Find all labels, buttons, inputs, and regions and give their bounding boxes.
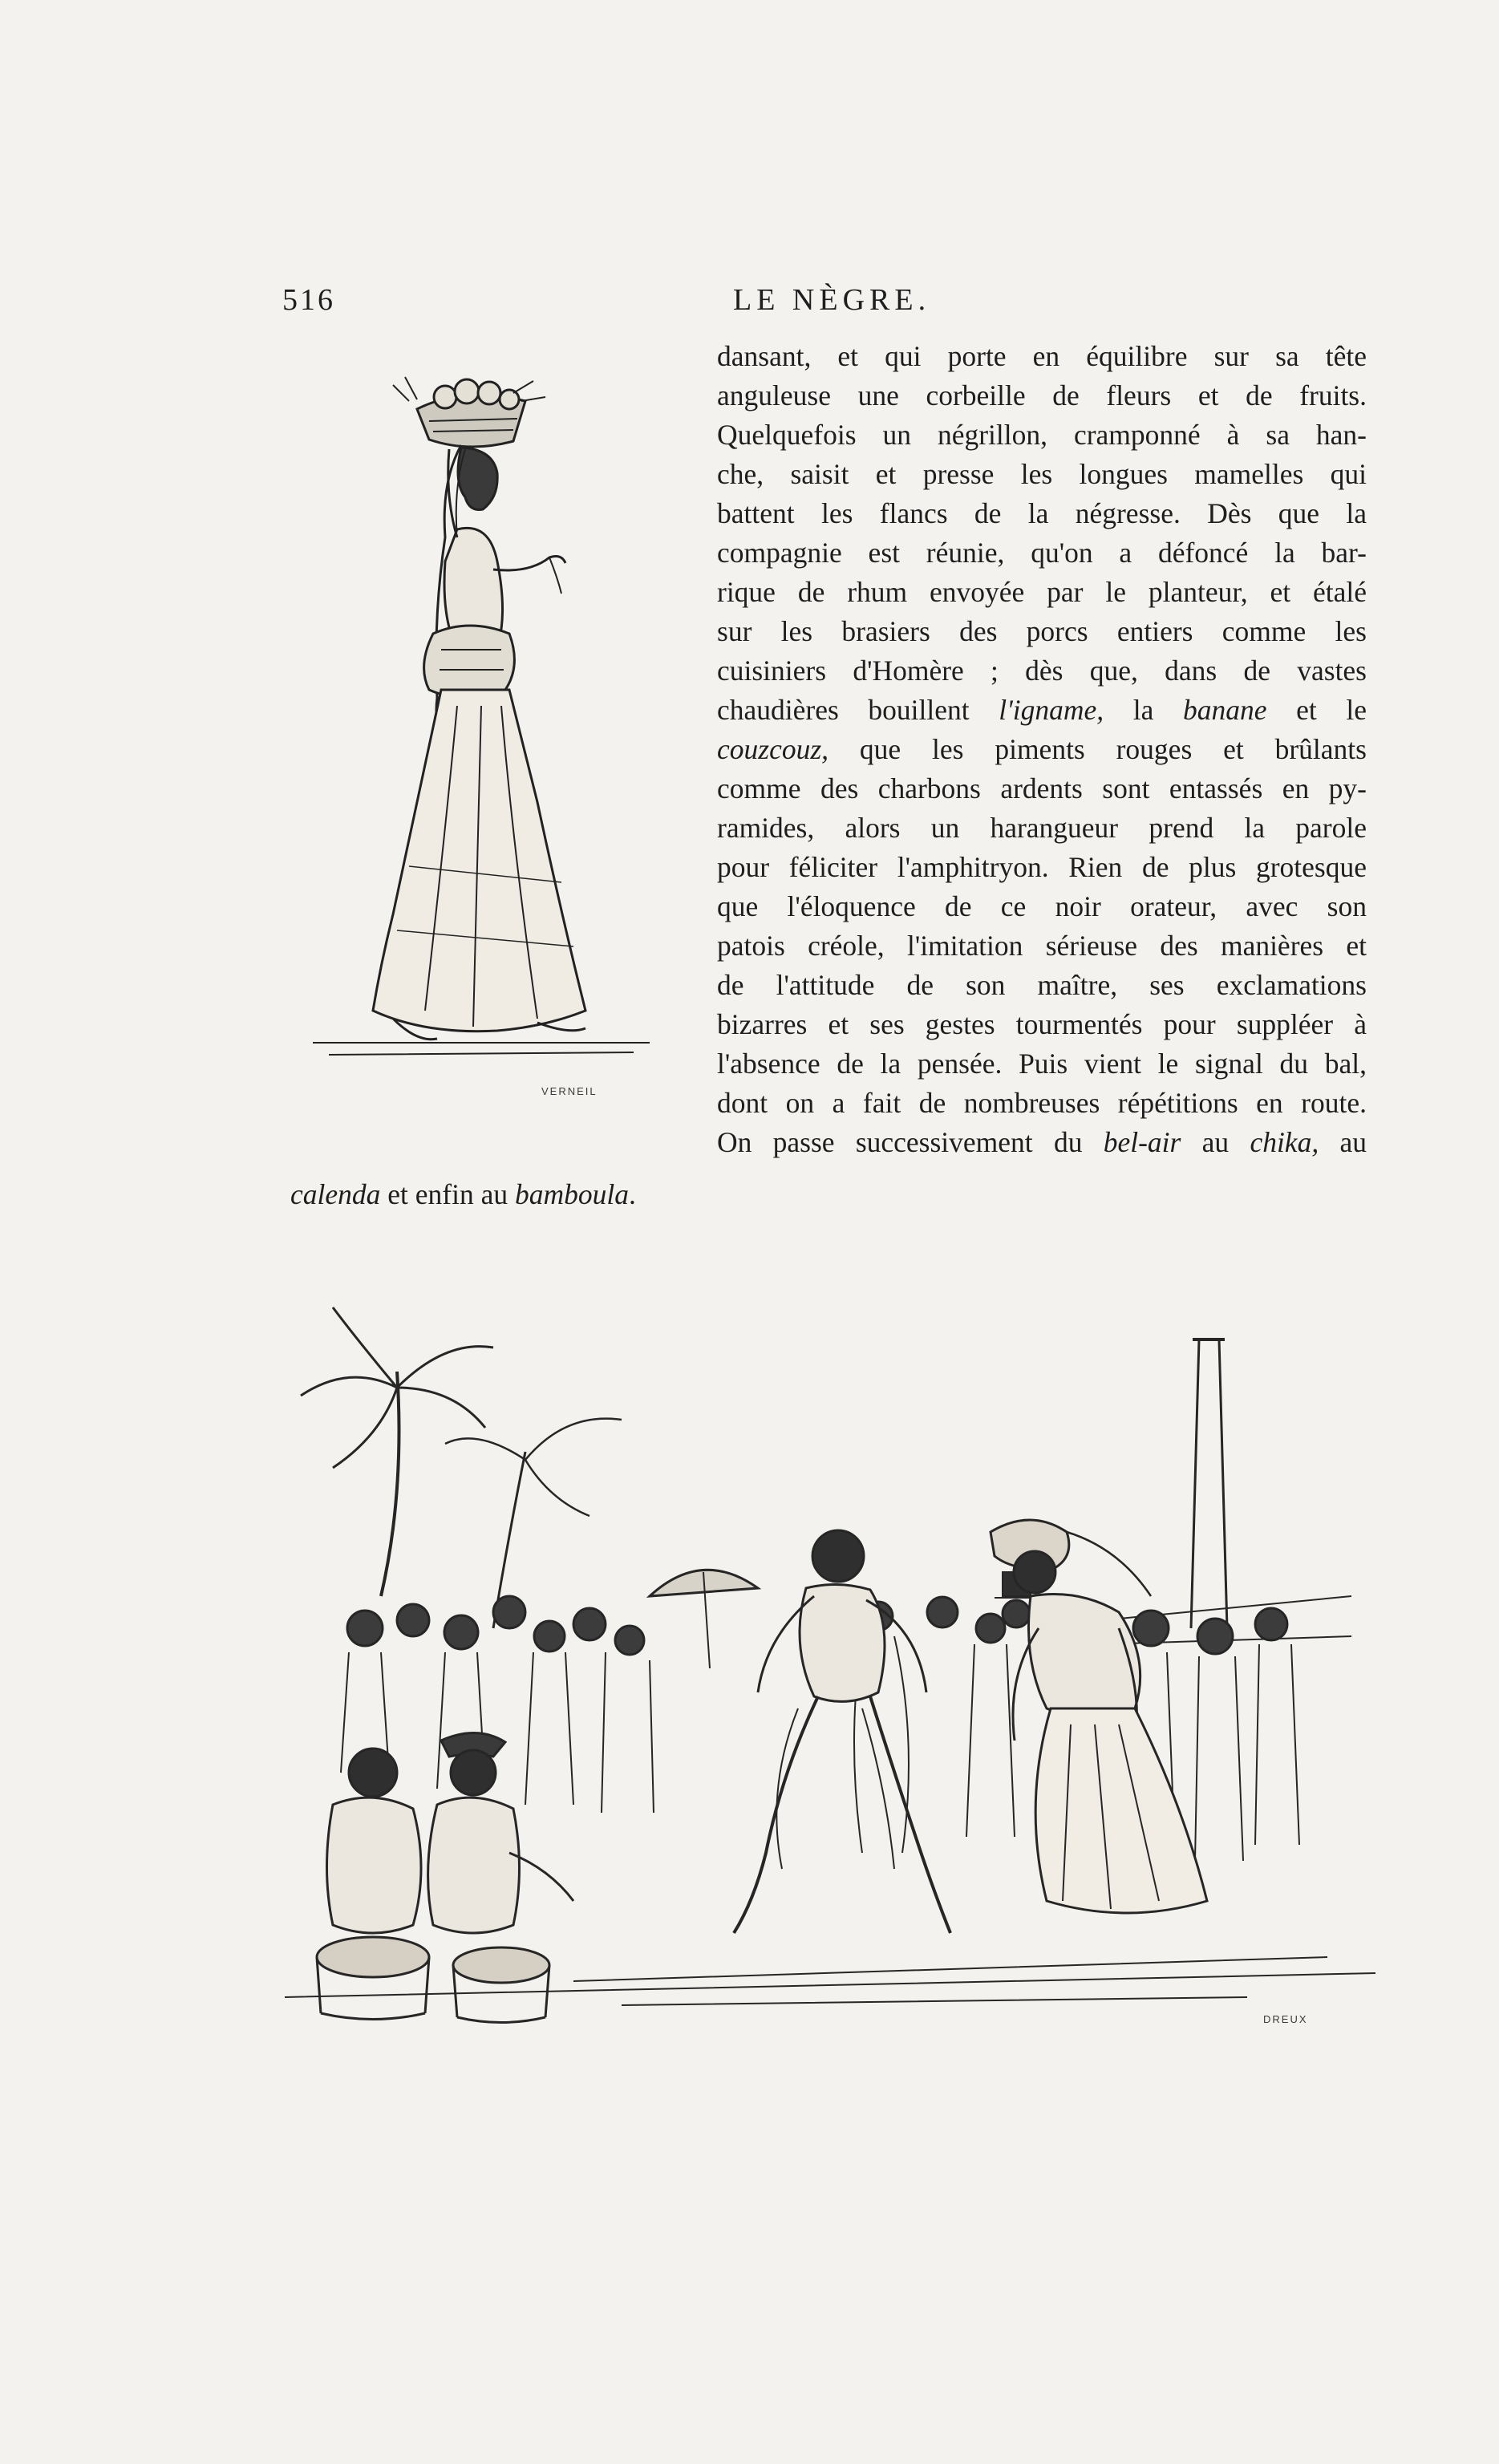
text-line: battent les flancs de la négresse. Dès que la — [717, 497, 1367, 529]
woman-carrying-basket-illustration — [297, 353, 666, 1107]
text-line: che, saisit et presse les longues mamelles qui — [717, 458, 1367, 490]
text-line: que l'éloquence de ce noir orateur, avec son — [717, 890, 1367, 922]
text-line: ramides, alors un harangueur prend la parole — [717, 812, 1367, 844]
text-line: bizarres et ses gestes tourmentés pour suppléer à — [717, 1008, 1367, 1040]
text-line: On passe successivement du bel-air au chika, au — [717, 1126, 1367, 1158]
text-line: sur les brasiers des porcs entiers comme les — [717, 615, 1367, 647]
text-line: anguleuse une corbeille de fleurs et de fruits. — [717, 379, 1367, 411]
text-line: chaudières bouillent l'igname, la banane et le — [717, 694, 1367, 726]
woman-engraver-signature: VERNEIL — [541, 1085, 598, 1097]
text-line: pour féliciter l'amphitryon. Rien de plus grotesque — [717, 851, 1367, 883]
text-line: dansant, et qui porte en équilibre sur sa tête — [717, 340, 1367, 372]
text-line: cuisiniers d'Homère ; dès que, dans de vastes — [717, 654, 1367, 687]
text-line: couzcouz, que les piments rouges et brûlants — [717, 733, 1367, 765]
text-line: Quelquefois un négrillon, cramponné à sa han- — [717, 419, 1367, 451]
body-text — [717, 337, 1367, 1162]
text-line: rique de rhum envoyée par le planteur, et étalé — [717, 576, 1367, 608]
bamboula-dance-scene-illustration — [285, 1291, 1375, 2029]
text-line: l'absence de la pensée. Puis vient le signal du bal, — [717, 1048, 1367, 1080]
running-head: LE NÈGRE. — [733, 283, 931, 317]
text-line: dont on a fait de nombreuses répétitions en route. — [717, 1087, 1367, 1119]
page-number: 516 — [282, 283, 335, 317]
text-line: comme des charbons ardents sont entassés en py- — [717, 772, 1367, 804]
dance-engraver-signature: DREUX — [1263, 2013, 1308, 2025]
text-line: compagnie est réunie, qu'on a défoncé la bar- — [717, 537, 1367, 569]
text-line: patois créole, l'imitation sérieuse des manières et — [717, 930, 1367, 962]
text-line: de l'attitude de son maître, ses exclamations — [717, 969, 1367, 1001]
text-line-final: calenda et enfin au bamboula. — [290, 1178, 636, 1210]
